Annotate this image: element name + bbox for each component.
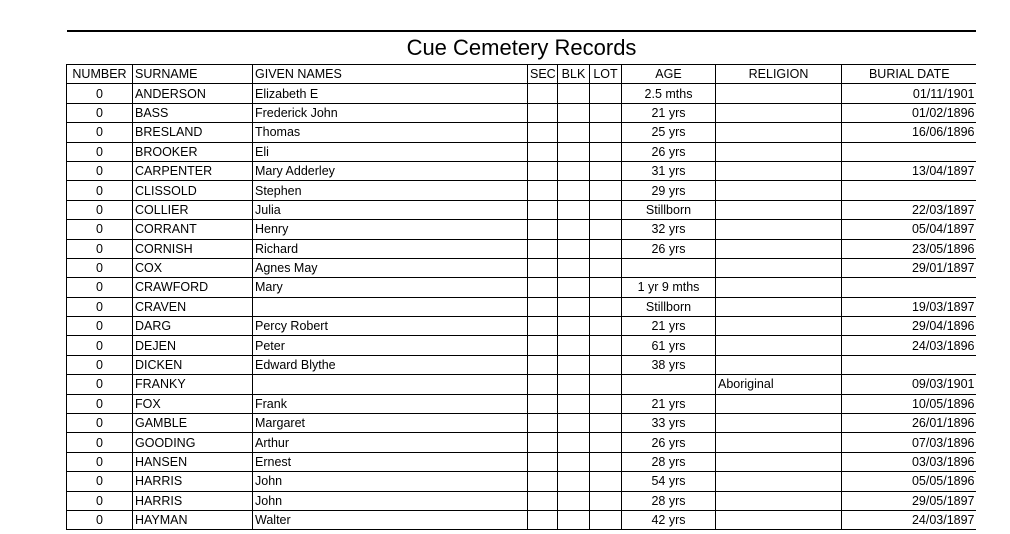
age-cell: 42 yrs [622,510,716,529]
given-names-cell: Mary [253,278,528,297]
surname-cell: BROOKER [133,142,253,161]
religion-cell [716,220,842,239]
given-names-cell: Margaret [253,414,528,433]
burial-date-cell [842,142,977,161]
sec-cell [528,297,558,316]
blk-cell [558,258,590,277]
surname-cell: HARRIS [133,472,253,491]
table-row [67,355,977,374]
table-row [67,142,977,161]
table-row [67,239,977,258]
number-cell: 0 [67,510,133,529]
religion-cell [716,394,842,413]
sec-cell [528,375,558,394]
religion-cell [716,317,842,336]
lot-cell [590,84,622,103]
blk-cell [558,491,590,510]
blk-cell [558,142,590,161]
table-row [67,84,977,103]
given-names-cell: Frederick John [253,103,528,122]
surname-cell: BRESLAND [133,123,253,142]
burial-date-cell: 22/03/1897 [842,200,977,219]
sec-cell [528,452,558,471]
given-names-cell: Henry [253,220,528,239]
sec-cell [528,258,558,277]
table-row [67,297,977,316]
number-cell: 0 [67,220,133,239]
number-cell: 0 [67,317,133,336]
number-cell: 0 [67,239,133,258]
burial-date-cell: 03/03/1896 [842,452,977,471]
age-cell: Stillborn [622,297,716,316]
given-names-cell: Ernest [253,452,528,471]
sec-cell [528,414,558,433]
age-cell: 26 yrs [622,142,716,161]
religion-cell: Aboriginal [716,375,842,394]
age-cell: 26 yrs [622,239,716,258]
age-cell: 1 yr 9 mths [622,278,716,297]
given-names-cell [253,297,528,316]
number-cell: 0 [67,375,133,394]
surname-cell: HARRIS [133,491,253,510]
blk-cell [558,103,590,122]
table-row [67,491,977,510]
burial-date-cell: 09/03/1901 [842,375,977,394]
number-cell: 0 [67,258,133,277]
surname-cell: CARPENTER [133,161,253,180]
lot-cell [590,433,622,452]
column-header-given-names: GIVEN NAMES [253,65,528,84]
religion-cell [716,258,842,277]
table-row [67,181,977,200]
religion-cell [716,491,842,510]
burial-date-cell: 19/03/1897 [842,297,977,316]
sec-cell [528,433,558,452]
age-cell: 2.5 mths [622,84,716,103]
table-row [67,472,977,491]
sec-cell [528,84,558,103]
given-names-cell: John [253,491,528,510]
age-cell: 32 yrs [622,220,716,239]
sec-cell [528,491,558,510]
given-names-cell: Elizabeth E [253,84,528,103]
surname-cell: DARG [133,317,253,336]
age-cell: 21 yrs [622,103,716,122]
blk-cell [558,472,590,491]
blk-cell [558,297,590,316]
given-names-cell [253,375,528,394]
number-cell: 0 [67,491,133,510]
given-names-cell: Frank [253,394,528,413]
number-cell: 0 [67,84,133,103]
sec-cell [528,472,558,491]
column-header-burial-date: BURIAL DATE [842,65,977,84]
lot-cell [590,297,622,316]
blk-cell [558,200,590,219]
sec-cell [528,394,558,413]
table-row [67,510,977,529]
lot-cell [590,452,622,471]
sec-cell [528,161,558,180]
table-row [67,375,977,394]
age-cell: 26 yrs [622,433,716,452]
table-row [67,433,977,452]
age-cell: 31 yrs [622,161,716,180]
age-cell: Stillborn [622,200,716,219]
surname-cell: CRAWFORD [133,278,253,297]
religion-cell [716,336,842,355]
religion-cell [716,510,842,529]
age-cell [622,375,716,394]
religion-cell [716,161,842,180]
number-cell: 0 [67,142,133,161]
given-names-cell: Walter [253,510,528,529]
title-row [67,31,977,65]
column-header-sec: SEC [528,65,558,84]
given-names-cell: Eli [253,142,528,161]
number-cell: 0 [67,472,133,491]
surname-cell: CLISSOLD [133,181,253,200]
number-cell: 0 [67,355,133,374]
age-cell [622,258,716,277]
blk-cell [558,161,590,180]
lot-cell [590,317,622,336]
age-cell: 54 yrs [622,472,716,491]
given-names-cell: Stephen [253,181,528,200]
table-row [67,103,977,122]
number-cell: 0 [67,103,133,122]
burial-date-cell: 29/01/1897 [842,258,977,277]
blk-cell [558,355,590,374]
burial-date-cell [842,355,977,374]
lot-cell [590,200,622,219]
surname-cell: GOODING [133,433,253,452]
number-cell: 0 [67,336,133,355]
given-names-cell: Peter [253,336,528,355]
age-cell: 25 yrs [622,123,716,142]
surname-cell: BASS [133,103,253,122]
blk-cell [558,414,590,433]
age-cell: 29 yrs [622,181,716,200]
age-cell: 21 yrs [622,317,716,336]
burial-date-cell: 01/02/1896 [842,103,977,122]
blk-cell [558,452,590,471]
blk-cell [558,375,590,394]
table-row [67,200,977,219]
sec-cell [528,103,558,122]
blk-cell [558,220,590,239]
age-cell: 28 yrs [622,491,716,510]
sec-cell [528,317,558,336]
table-row [67,278,977,297]
given-names-cell: Thomas [253,123,528,142]
sec-cell [528,181,558,200]
burial-date-cell: 13/04/1897 [842,161,977,180]
table-row [67,161,977,180]
table-row [67,317,977,336]
burial-date-cell: 23/05/1896 [842,239,977,258]
age-cell: 28 yrs [622,452,716,471]
burial-date-cell: 05/04/1897 [842,220,977,239]
religion-cell [716,414,842,433]
blk-cell [558,317,590,336]
given-names-cell: Percy Robert [253,317,528,336]
lot-cell [590,161,622,180]
cemetery-records-sheet [66,30,976,534]
sec-cell [528,355,558,374]
sec-cell [528,278,558,297]
lot-cell [590,142,622,161]
sec-cell [528,336,558,355]
given-names-cell: John [253,472,528,491]
column-header-surname: SURNAME [133,65,253,84]
religion-cell [716,181,842,200]
religion-cell [716,433,842,452]
surname-cell: DEJEN [133,336,253,355]
burial-date-cell: 01/11/1901 [842,84,977,103]
surname-cell: GAMBLE [133,414,253,433]
number-cell: 0 [67,278,133,297]
religion-cell [716,103,842,122]
lot-cell [590,181,622,200]
religion-cell [716,123,842,142]
lot-cell [590,491,622,510]
lot-cell [590,220,622,239]
blk-cell [558,433,590,452]
blk-cell [558,239,590,258]
surname-cell: DICKEN [133,355,253,374]
burial-date-cell [842,278,977,297]
burial-date-cell: 24/03/1896 [842,336,977,355]
surname-cell: FRANKY [133,375,253,394]
number-cell: 0 [67,297,133,316]
surname-cell: COX [133,258,253,277]
surname-cell: CORRANT [133,220,253,239]
lot-cell [590,394,622,413]
table-row [67,394,977,413]
blk-cell [558,510,590,529]
burial-date-cell: 26/01/1896 [842,414,977,433]
age-cell: 33 yrs [622,414,716,433]
number-cell: 0 [67,181,133,200]
religion-cell [716,297,842,316]
given-names-cell: Edward Blythe [253,355,528,374]
lot-cell [590,472,622,491]
blk-cell [558,336,590,355]
table-row [67,220,977,239]
age-cell: 21 yrs [622,394,716,413]
religion-cell [716,355,842,374]
number-cell: 0 [67,200,133,219]
table-row [67,452,977,471]
lot-cell [590,336,622,355]
number-cell: 0 [67,433,133,452]
table-row [67,123,977,142]
number-cell: 0 [67,414,133,433]
age-cell: 61 yrs [622,336,716,355]
burial-date-cell: 29/05/1897 [842,491,977,510]
records-table [66,30,976,530]
religion-cell [716,84,842,103]
blk-cell [558,394,590,413]
surname-cell: CORNISH [133,239,253,258]
burial-date-cell: 29/04/1896 [842,317,977,336]
table-row [67,336,977,355]
lot-cell [590,239,622,258]
sec-cell [528,123,558,142]
table-row [67,258,977,277]
lot-cell [590,103,622,122]
given-names-cell: Mary Adderley [253,161,528,180]
religion-cell [716,200,842,219]
column-header-blk: BLK [558,65,590,84]
surname-cell: HANSEN [133,452,253,471]
sec-cell [528,510,558,529]
burial-date-cell: 07/03/1896 [842,433,977,452]
burial-date-cell: 05/05/1896 [842,472,977,491]
sec-cell [528,200,558,219]
header-row [67,65,977,84]
blk-cell [558,84,590,103]
column-header-age: AGE [622,65,716,84]
given-names-cell: Julia [253,200,528,219]
lot-cell [590,510,622,529]
lot-cell [590,278,622,297]
blk-cell [558,123,590,142]
lot-cell [590,375,622,394]
given-names-cell: Richard [253,239,528,258]
sec-cell [528,220,558,239]
given-names-cell: Arthur [253,433,528,452]
lot-cell [590,414,622,433]
religion-cell [716,278,842,297]
blk-cell [558,181,590,200]
religion-cell [716,239,842,258]
number-cell: 0 [67,161,133,180]
burial-date-cell [842,181,977,200]
surname-cell: ANDERSON [133,84,253,103]
surname-cell: CRAVEN [133,297,253,316]
lot-cell [590,355,622,374]
religion-cell [716,142,842,161]
column-header-number: NUMBER [67,65,133,84]
age-cell: 38 yrs [622,355,716,374]
sec-cell [528,142,558,161]
sec-cell [528,239,558,258]
number-cell: 0 [67,452,133,471]
burial-date-cell: 24/03/1897 [842,510,977,529]
given-names-cell: Agnes May [253,258,528,277]
table-row [67,414,977,433]
surname-cell: HAYMAN [133,510,253,529]
surname-cell: FOX [133,394,253,413]
number-cell: 0 [67,123,133,142]
lot-cell [590,258,622,277]
number-cell: 0 [67,394,133,413]
blk-cell [558,278,590,297]
column-header-lot: LOT [590,65,622,84]
religion-cell [716,472,842,491]
records-body [67,84,977,530]
lot-cell [590,123,622,142]
surname-cell: COLLIER [133,200,253,219]
sheet-title: Cue Cemetery Records [67,31,977,65]
religion-cell [716,452,842,471]
burial-date-cell: 10/05/1896 [842,394,977,413]
burial-date-cell: 16/06/1896 [842,123,977,142]
column-header-religion: RELIGION [716,65,842,84]
